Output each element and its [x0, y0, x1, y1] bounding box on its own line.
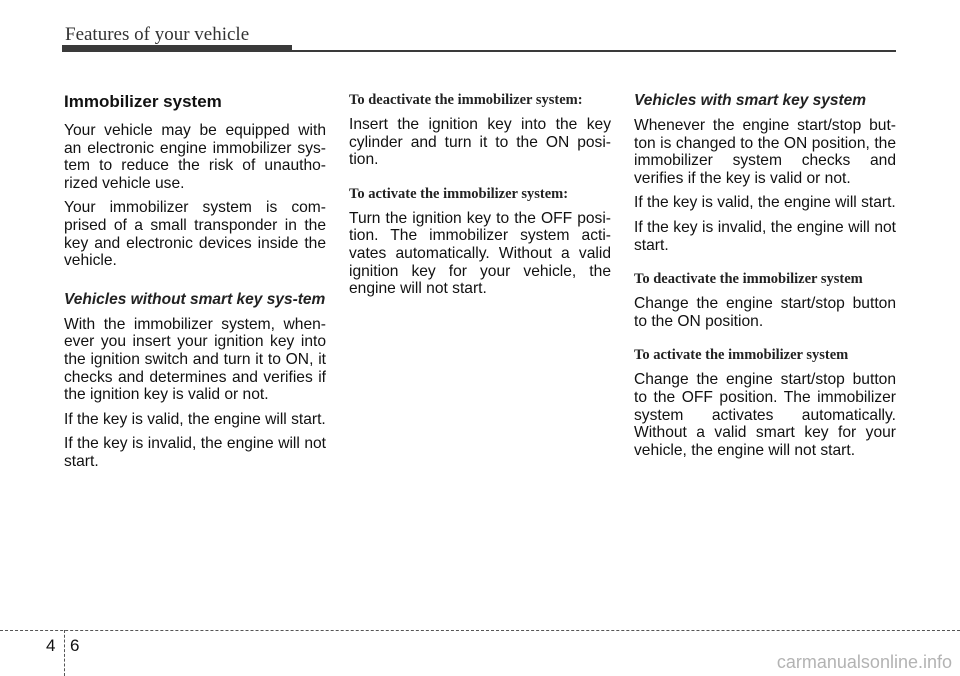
page-number: 6	[70, 636, 80, 655]
paragraph-deactivate: Insert the ignition key into the key cylinder and turn it to the ON posi-tion.	[349, 116, 611, 169]
heading-activate: To activate the immobilizer system:	[349, 185, 569, 202]
paragraph-without-smart-key: With the immobilizer system, when-ever you insert your ignition key into the ignition switch and turn it to ON, it checks and determines and verifies if the ignition key is valid or not.	[64, 315, 326, 404]
column-2	[349, 92, 611, 305]
paragraph-activate-smart: Change the engine start/stop button to the OFF position. The immobilizer system activates automatically. Without a valid smart key for your vehicle, the engine will not start.	[634, 371, 896, 459]
column-1	[64, 92, 326, 478]
header-rule	[62, 50, 896, 52]
paragraph-deactivate-smart: Change the engine start/stop button to the ON position.	[634, 295, 896, 330]
section-heading-immobilizer: Immobilizer system	[64, 92, 222, 111]
footer-divider	[64, 630, 65, 676]
paragraph-key-valid: If the key is valid, the engine will start.	[64, 410, 326, 428]
heading-deactivate-smart: To deactivate the immobilizer system	[634, 271, 863, 288]
paragraph-smart-key-valid: If the key is valid, the engine will start.	[634, 194, 896, 212]
paragraph-key-invalid: If the key is invalid, the engine will not start.	[64, 435, 326, 470]
footer-rule	[0, 630, 960, 631]
column-3	[634, 92, 896, 466]
page-chapter-number: 4	[46, 636, 56, 655]
paragraph-components: Your immobilizer system is com-prised of a small transponder in the key and electronic devices inside the vehicle.	[64, 199, 326, 270]
subheading-without-smart-key: Vehicles without smart key sys-tem	[64, 290, 326, 308]
heading-deactivate: To deactivate the immobilizer system:	[349, 92, 583, 108]
header-title: Features of your vehicle	[65, 24, 250, 45]
watermark-text: carmanualsonline.info	[776, 652, 952, 672]
heading-activate-smart: To activate the immobilizer system	[634, 347, 849, 364]
subheading-with-smart-key: Vehicles with smart key system	[634, 92, 867, 109]
paragraph-intro: Your vehicle may be equipped with an electronic engine immobilizer sys-tem to reduce the risk of unautho-rized vehicle use.	[64, 122, 326, 192]
paragraph-with-smart-key: Whenever the engine start/stop but-ton is changed to the ON position, the immobilizer system checks and verifies if the key is valid or not.	[634, 117, 896, 187]
paragraph-smart-key-invalid: If the key is invalid, the engine will not start.	[634, 218, 896, 254]
paragraph-activate: Turn the ignition key to the OFF posi-tion. The immobilizer system acti-vates automatically. Without a valid ignition key for your vehicle, the engine will not start.	[349, 209, 611, 298]
